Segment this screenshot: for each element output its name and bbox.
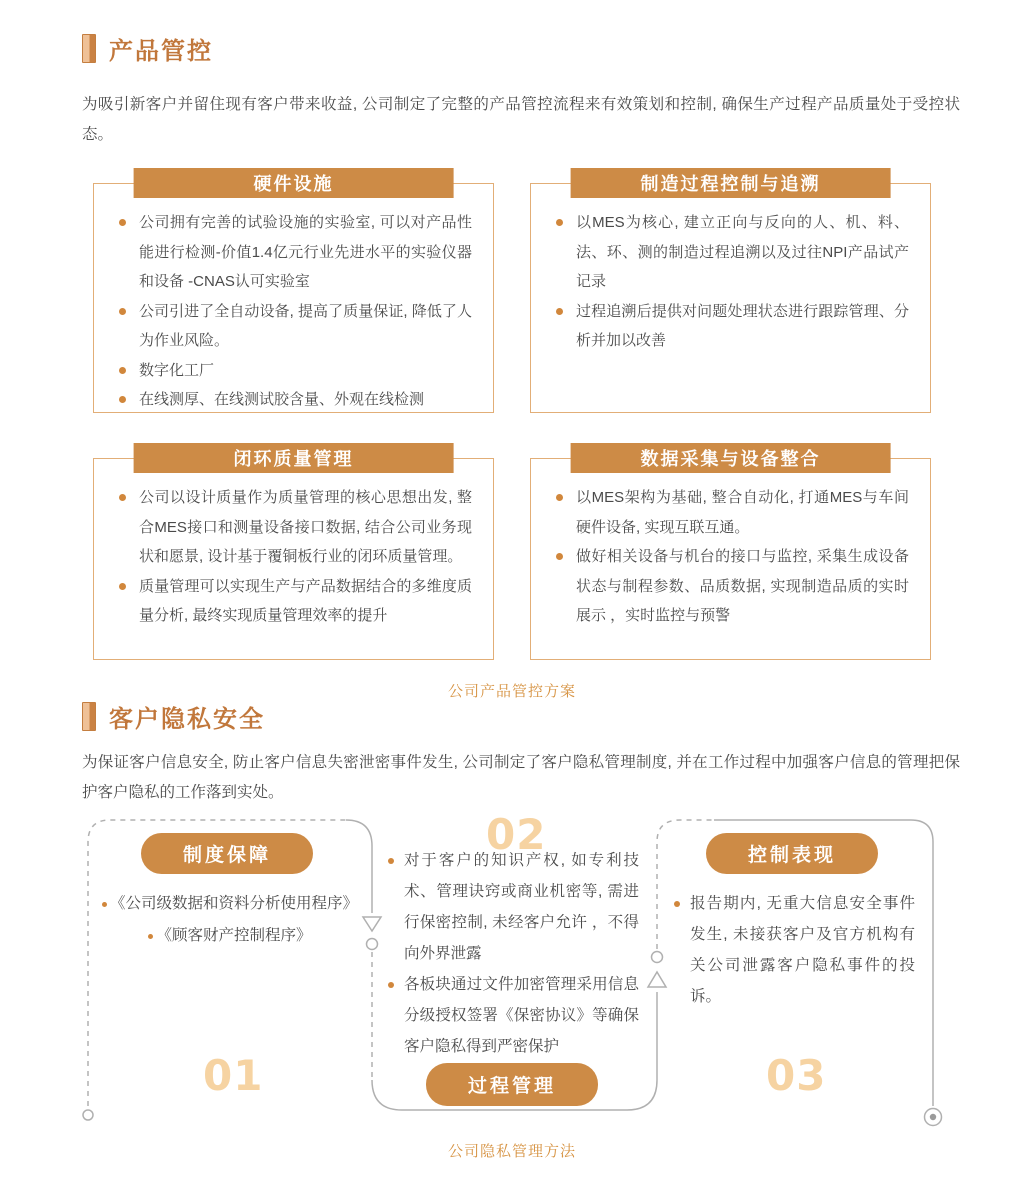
step-number-01: 01 — [203, 1051, 264, 1100]
card-bullet: 以MES为核心, 建立正向与反向的人、机、料、法、环、测的制造过程追溯以及过往NPI产品试产记录 — [552, 208, 909, 297]
step-label-institution-guarantee: 制度保障 — [141, 833, 313, 874]
page-title: 产品管控 — [109, 38, 213, 65]
list-item: 《顾客财产控制程序》 — [156, 927, 312, 944]
step2-bullet-list — [387, 845, 639, 1062]
card-bullet: 公司以设计质量作为质量管理的核心思想出发, 整合MES接口和测量设备接口数据, 结合公司业务现状和愿景, 设计基于覆铜板行业的闭环质量管理。 — [115, 483, 472, 572]
list-item: 《公司级数据和资料分析使用程序》 — [109, 895, 358, 912]
bullet-dot-icon — [148, 934, 153, 939]
flow-start-circle-icon — [83, 1110, 93, 1120]
card-title: 数据采集与设备整合 — [570, 443, 891, 473]
bullet-dot-icon — [102, 902, 107, 907]
list-item: 对于客户的知识产权, 如专利技术、管理诀窍或商业机密等, 需进行保密控制, 未经客户允许 ，不得向外界泄露 — [387, 845, 639, 969]
flow-end-bullseye-dot — [930, 1114, 936, 1120]
privacy-caption: 公司隐私管理方法 — [447, 1143, 576, 1160]
step-number-02: 02 — [486, 810, 547, 859]
product-control-cards — [93, 168, 931, 660]
step-label-process-management: 过程管理 — [426, 1063, 598, 1106]
flow-end-bullseye-icon — [925, 1109, 942, 1126]
card-title: 闭环质量管理 — [133, 443, 454, 473]
card-process-control-traceability — [530, 168, 931, 413]
step3-bullet-list — [673, 888, 915, 1012]
arrow-up-icon — [648, 972, 666, 987]
step-label-control-performance: 控制表现 — [706, 833, 878, 874]
card-hardware-facilities — [93, 168, 494, 413]
connector-node-circle — [652, 952, 663, 963]
section-bar-icon — [82, 702, 96, 731]
privacy-intro: 为保证客户信息安全, 防止客户信息失密泄密事件发生, 公司制定了客户隐私管理制度, 并在工作过程中加强客户信息的管理把保护客户隐私的工作落到实处。 — [82, 754, 960, 801]
card-title: 制造过程控制与追溯 — [570, 168, 891, 198]
card-bullet: 在线测厚、在线测试胶含量、外观在线检测 — [115, 385, 472, 415]
card-closed-loop-quality — [93, 443, 494, 660]
list-item: 报告期内, 无重大信息安全事件发生, 未接获客户及官方机构有关公司泄露客户隐私事件的投诉。 — [673, 888, 915, 1012]
card-bullet: 以MES架构为基础, 整合自动化, 打通MES与车间硬件设备, 实现互联互通。 — [552, 483, 909, 542]
card-title: 硬件设施 — [133, 168, 454, 198]
step-number-03: 03 — [766, 1051, 827, 1100]
section-bar-icon — [82, 34, 96, 63]
section-product-control-title — [82, 31, 213, 66]
page-title: 客户隐私安全 — [109, 706, 265, 733]
card-bullet: 公司引进了全自动设备, 提高了质量保证, 降低了人为作业风险。 — [115, 297, 472, 356]
card-bullet: 质量管理可以实现生产与产品数据结合的多维度质量分析, 最终实现质量管理效率的提升 — [115, 572, 472, 631]
card-bullet: 做好相关设备与机台的接口与监控, 采集生成设备状态与制程参数、品质数据, 实现制造品质的实时展示 ，实时监控与预警 — [552, 542, 909, 631]
step1-bullet-list — [88, 888, 372, 952]
product-control-caption: 公司产品管控方案 — [447, 683, 576, 700]
card-data-collection-integration — [530, 443, 931, 660]
card-bullet: 过程追溯后提供对问题处理状态进行跟踪管理、分析并加以改善 — [552, 297, 909, 356]
card-bullet: 数字化工厂 — [115, 356, 472, 386]
section-privacy-title — [82, 699, 265, 734]
product-control-intro: 为吸引新客户并留住现有客户带来收益, 公司制定了完整的产品管控流程来有效策划和控制, 确保生产过程产品质量处于受控状态。 — [82, 96, 960, 143]
card-bullet: 公司拥有完善的试验设施的实验室, 可以对产品性能进行检测-价值1.4亿元行业先进水平的实验仪器和设备 -CNAS认可实验室 — [115, 208, 472, 297]
list-item: 各板块通过文件加密管理采用信息分级授权签署《保密协议》等确保客户隐私得到严密保护 — [387, 969, 639, 1062]
